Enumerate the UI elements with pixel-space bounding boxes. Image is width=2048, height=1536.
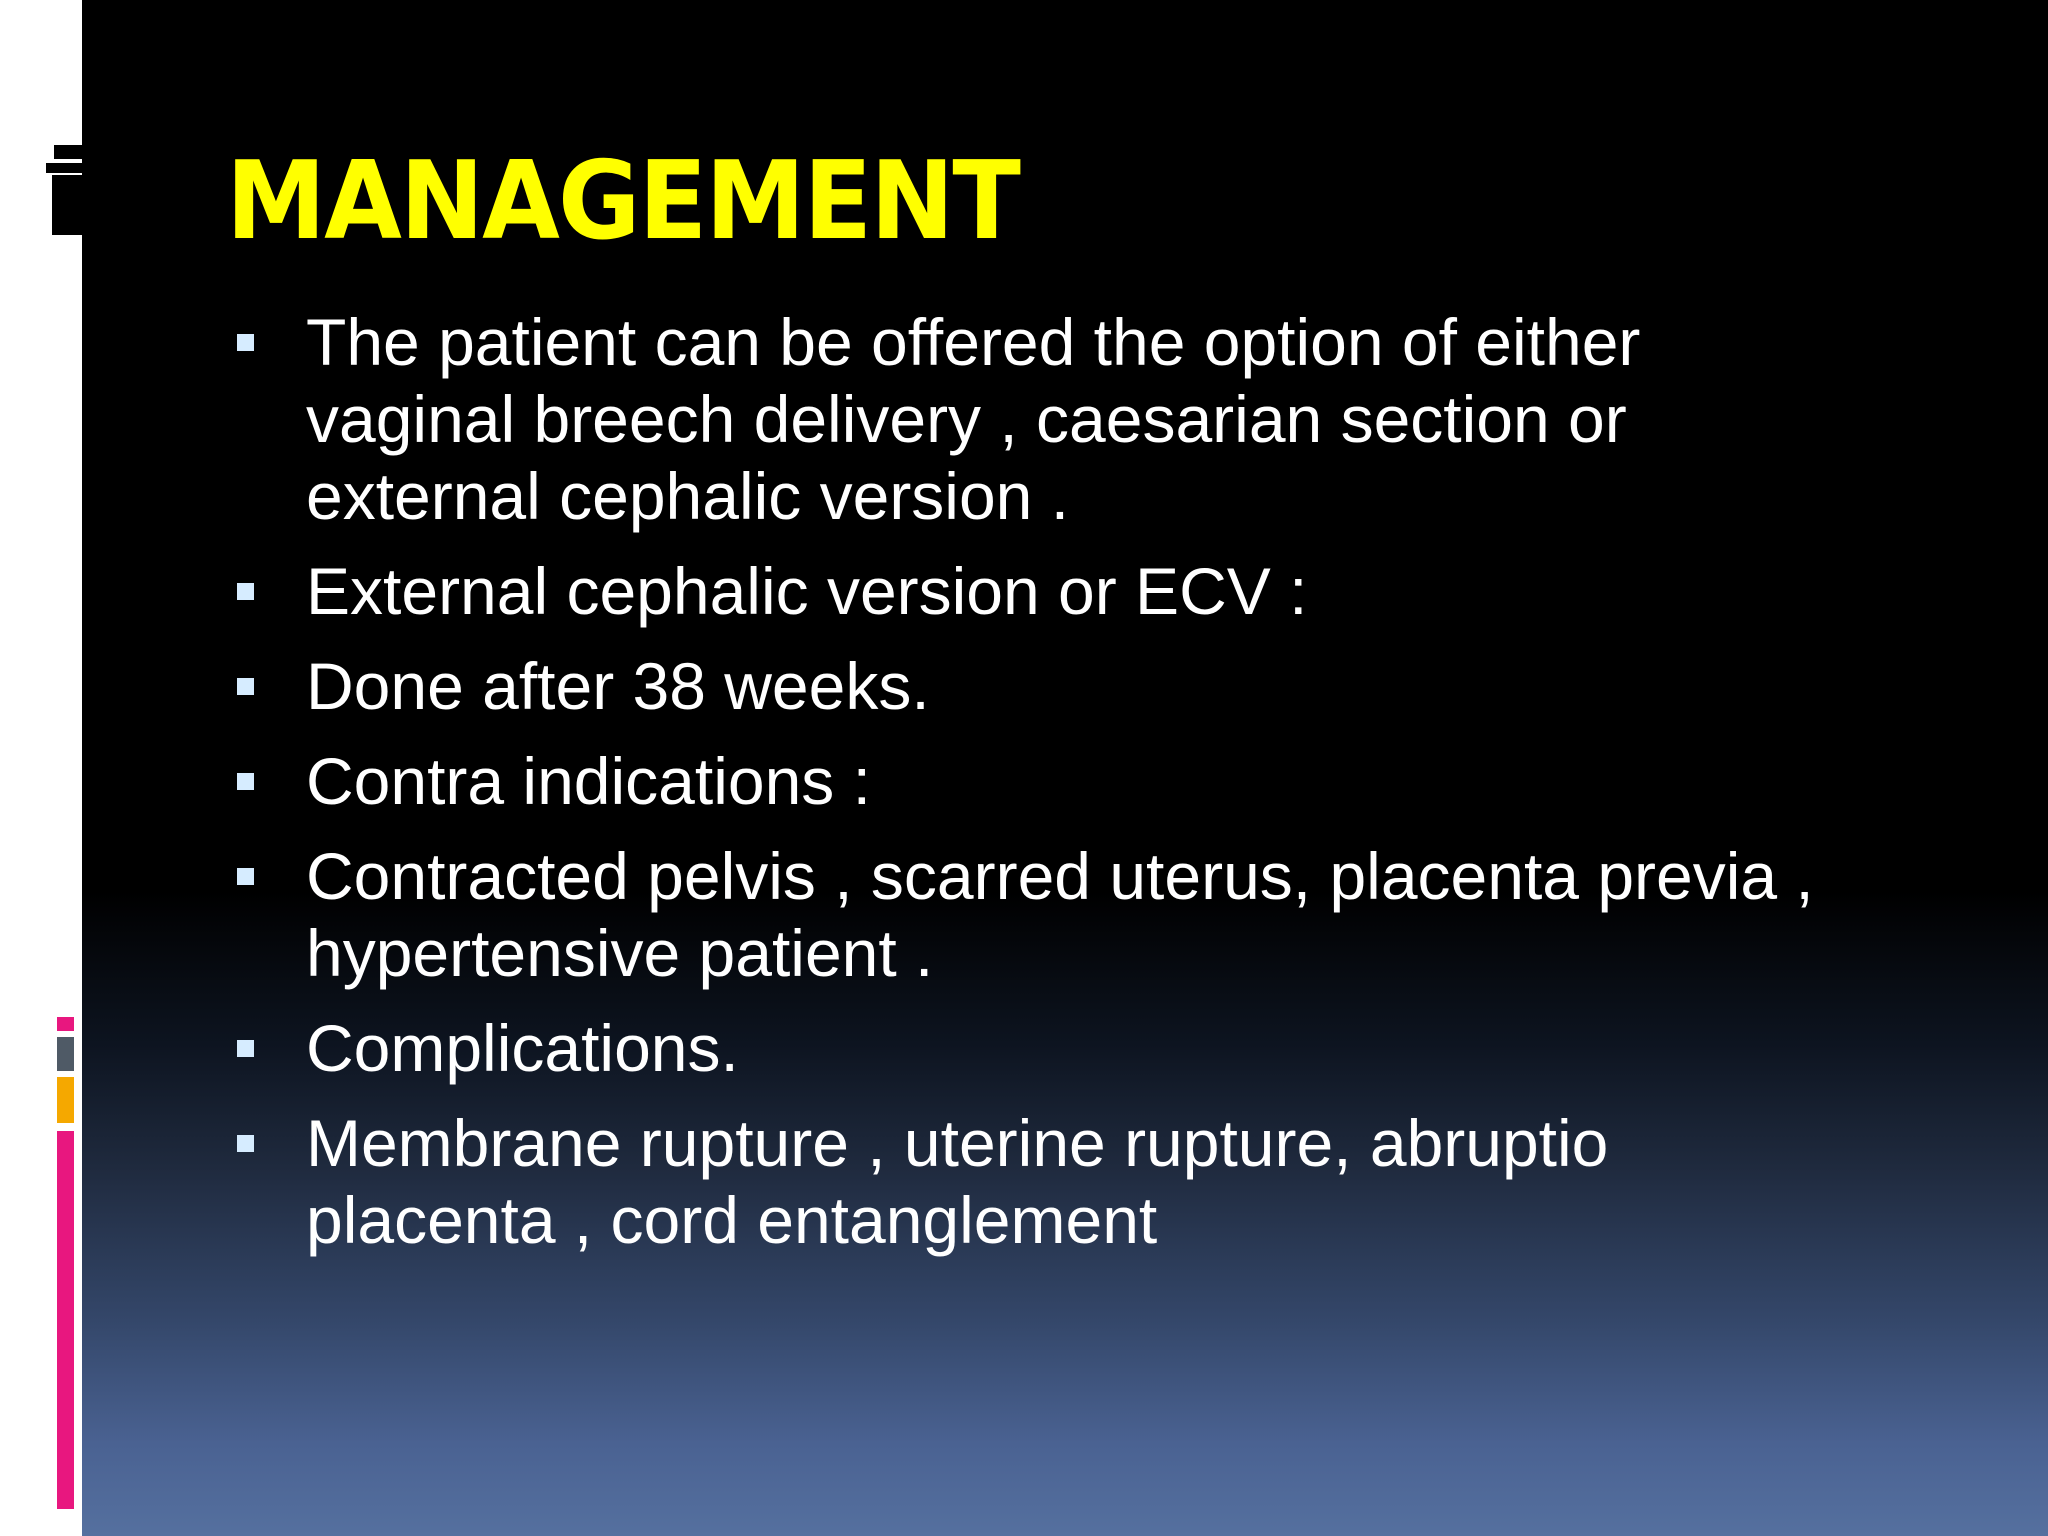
accent-bar-pink-top bbox=[57, 1017, 74, 1031]
bullet-text: Done after 38 weeks. bbox=[306, 649, 930, 723]
bullet-item bbox=[226, 1105, 1866, 1259]
square-bullet-icon bbox=[237, 1040, 254, 1057]
bullet-item bbox=[226, 838, 1866, 992]
bullet-text: Contra indications : bbox=[306, 744, 871, 818]
square-bullet-icon bbox=[237, 868, 254, 885]
bullet-item bbox=[226, 1010, 1866, 1087]
accent-bar-gray bbox=[57, 1037, 74, 1071]
bullet-item bbox=[226, 553, 1866, 630]
square-bullet-icon bbox=[237, 583, 254, 600]
bullet-item bbox=[226, 304, 1866, 535]
accent-bar-pink bbox=[57, 1131, 74, 1509]
accent-bar-orange bbox=[57, 1077, 74, 1123]
square-bullet-icon bbox=[237, 773, 254, 790]
bullet-item bbox=[226, 743, 1866, 820]
square-bullet-icon bbox=[237, 1135, 254, 1152]
bullet-list bbox=[226, 304, 1866, 1277]
square-bullet-icon bbox=[237, 334, 254, 351]
bullet-text: Complications. bbox=[306, 1011, 739, 1085]
bullet-text: External cephalic version or ECV : bbox=[306, 554, 1308, 628]
slide-title: MANAGEMENT bbox=[226, 139, 1020, 264]
bullet-text: Membrane rupture , uterine rupture, abruptio placenta , cord entanglement bbox=[306, 1106, 1609, 1257]
grid-decoration-icon bbox=[46, 145, 82, 235]
bullet-item bbox=[226, 648, 1866, 725]
bullet-text: Contracted pelvis , scarred uterus, placenta previa , hypertensive patient . bbox=[306, 839, 1814, 990]
square-bullet-icon bbox=[237, 678, 254, 695]
bullet-text: The patient can be offered the option of either vaginal breech delivery , caesarian section or external cephalic version . bbox=[306, 305, 1641, 533]
